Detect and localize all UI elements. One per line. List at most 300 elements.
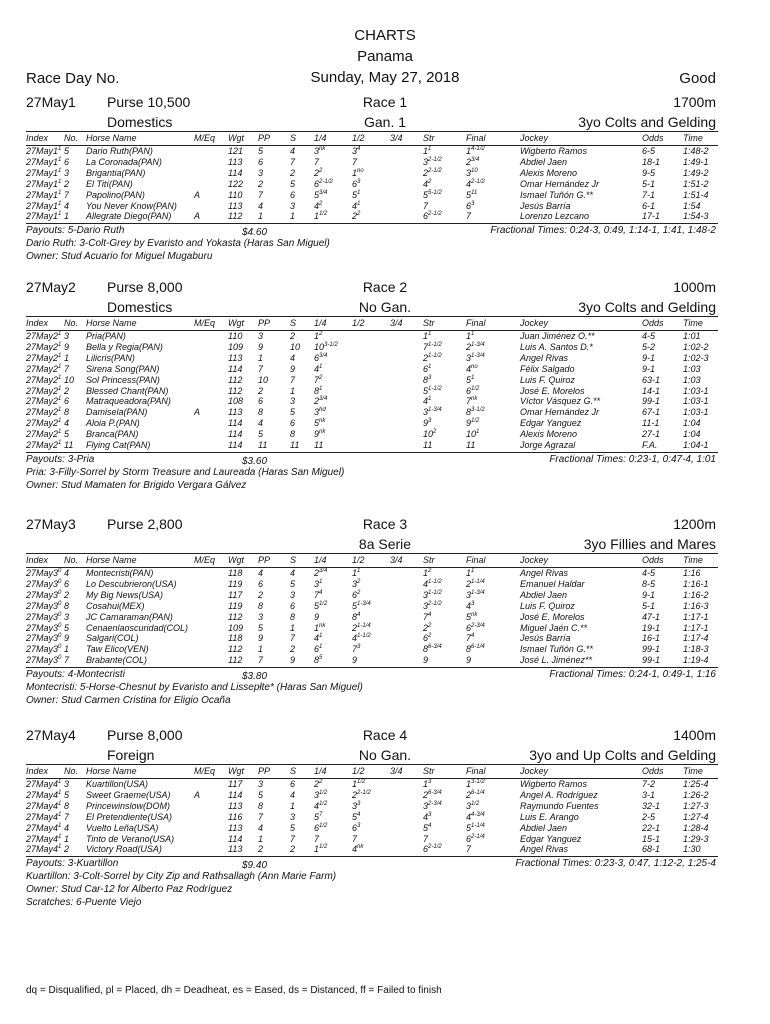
- value: 7: [314, 833, 320, 844]
- column-header-q1: 1/4: [314, 318, 327, 328]
- fraction-superscript: 3/4: [319, 568, 328, 574]
- value: 3: [352, 578, 358, 589]
- cell-q1: [314, 812, 322, 822]
- cell-q1: [314, 779, 322, 789]
- cell-str: [423, 157, 442, 167]
- cell-odds: 19-1: [642, 622, 661, 633]
- cell-pp: 3: [258, 611, 264, 622]
- value: 1: [423, 331, 429, 341]
- cell-jockey: José L. Jiménez**: [520, 655, 593, 666]
- fraction-superscript: 1: [428, 331, 432, 337]
- cell-pp: 1: [258, 644, 264, 655]
- cell-s: 2: [290, 644, 296, 655]
- chart-title: CHARTS: [354, 27, 416, 44]
- column-header-wgt: Wgt: [228, 133, 245, 143]
- value: 7: [466, 844, 472, 855]
- race-number: Race 3: [362, 516, 408, 532]
- fraction-superscript: nk: [319, 146, 326, 152]
- value: 9: [352, 655, 358, 666]
- fractional-times: Fractional Times: 0:24-1, 0:49-1, 1:16: [549, 669, 716, 681]
- cell-str: [423, 396, 431, 406]
- payouts-label: Payouts: 5-Dario Ruth: [26, 225, 125, 237]
- fraction-superscript: nk: [319, 429, 326, 436]
- cell-wgt: 114: [228, 363, 243, 374]
- cell-wgt: 114: [228, 789, 243, 800]
- value: 27May4: [26, 844, 59, 855]
- fraction-superscript: 6-1/4: [471, 789, 485, 796]
- fraction-superscript: 1: [58, 352, 62, 359]
- cell-odds: F.A.: [642, 440, 658, 450]
- cell-time: 1:19-4: [683, 655, 709, 666]
- cell-index: [26, 844, 61, 854]
- table-row: [0, 407, 770, 418]
- value: 1: [352, 568, 358, 578]
- cell-s: 7: [290, 833, 296, 844]
- payout-amount: $9.40: [242, 860, 268, 872]
- cell-wgt: 114: [228, 833, 243, 844]
- cell-q2: [352, 779, 365, 789]
- cell-meq: A: [194, 211, 201, 222]
- fraction-superscript: 1: [58, 146, 62, 152]
- value: 4: [314, 200, 320, 211]
- rows-end-rule: [26, 667, 718, 668]
- fraction-superscript: 1: [58, 363, 62, 370]
- cell-time: 1:29-3: [683, 833, 709, 844]
- cell-horse: Cenaenlaoscuridad(COL): [86, 622, 189, 633]
- cell-no: 1: [64, 352, 70, 363]
- cell-str: [423, 623, 431, 633]
- fractional-times: Fractional Times: 0:23-3, 0:47, 1:12-2, 1:25-4: [515, 858, 716, 870]
- value: 6: [352, 589, 358, 600]
- cell-str: [423, 812, 431, 822]
- column-header-pp: PP: [258, 318, 271, 328]
- cell-wgt: 113: [228, 200, 243, 211]
- cell-fin: [466, 190, 477, 200]
- cell-pp: 4: [258, 822, 264, 833]
- cell-s: 3: [290, 811, 296, 822]
- cell-index: [26, 440, 61, 450]
- table-row: [0, 779, 770, 790]
- fraction-superscript: 4: [357, 146, 361, 152]
- value: 27May2: [26, 407, 59, 418]
- value: 27May3: [26, 600, 59, 611]
- fraction-superscript: 3: [471, 600, 475, 607]
- table-row: [0, 844, 770, 855]
- owner-line: Owner: Stud Carmen Cristina for Eligio Ocaña: [26, 695, 231, 707]
- race-condition: 8a Serie: [358, 536, 412, 552]
- fraction-superscript: 4: [428, 822, 432, 829]
- cell-s: 3: [290, 396, 296, 407]
- cell-time: 1:48-2: [683, 146, 709, 156]
- race-number: Race 2: [362, 279, 408, 295]
- cell-no: 6: [64, 578, 70, 589]
- fraction-superscript: 3: [357, 178, 361, 185]
- payouts-label: Payouts: 3-Pria: [26, 453, 95, 465]
- cell-q1: [314, 440, 323, 450]
- value: 5: [466, 822, 472, 833]
- value: 27May3: [26, 611, 59, 622]
- cell-q2: [352, 211, 360, 221]
- cell-horse: Aloia P.(PAN): [86, 418, 140, 429]
- value: 27May2: [26, 374, 59, 385]
- cell-pp: 2: [258, 385, 264, 396]
- value: 4: [466, 178, 472, 189]
- cell-pp: 5: [258, 622, 264, 633]
- cell-fin: [466, 579, 485, 589]
- column-header-index: Index: [26, 318, 49, 328]
- value: 27May3: [26, 655, 59, 666]
- fraction-superscript: 1: [58, 789, 62, 796]
- cell-index: [26, 211, 61, 221]
- fraction-superscript: 2-1/2: [428, 844, 442, 851]
- cell-horse: El Tití(PAN): [86, 178, 133, 189]
- cell-jockey: Miguel Jaén C.**: [520, 622, 588, 633]
- cell-odds: 9-5: [642, 167, 656, 178]
- horse-description: Montecristi: 5-Horse-Chesnut by Evaristo and Lissepłte* (Haras San Miguel): [26, 682, 363, 694]
- table-row: [0, 201, 770, 212]
- column-header-wgt: Wgt: [228, 766, 245, 776]
- table-row: [0, 834, 770, 845]
- cell-s: 6: [290, 418, 296, 429]
- fraction-superscript: 3/4: [319, 396, 328, 403]
- cell-s: 9: [290, 655, 296, 666]
- cell-pp: 9: [258, 341, 264, 352]
- cell-q1: [314, 801, 327, 811]
- cell-fin: [466, 364, 478, 374]
- value: 10: [314, 341, 325, 352]
- cell-no: 2: [64, 844, 70, 855]
- table-row: [0, 633, 770, 644]
- race-condition: No Gan.: [358, 747, 412, 763]
- value: 27May3: [26, 633, 59, 644]
- column-header-q3: 3/4: [390, 766, 403, 776]
- cell-s: 11: [290, 440, 300, 450]
- cell-horse: Branca(PAN): [86, 429, 139, 440]
- cell-wgt: 117: [228, 779, 243, 789]
- fraction-superscript: 2-3/4: [471, 622, 485, 629]
- value: 6: [423, 633, 429, 644]
- race-distance: 1400m: [673, 727, 716, 743]
- column-header-no: No.: [64, 766, 79, 776]
- fraction-superscript: 2: [428, 622, 432, 629]
- value: 6: [423, 363, 429, 374]
- cell-horse: Flying Cat(PAN): [86, 440, 151, 450]
- fraction-superscript: 2-1/2: [428, 156, 442, 163]
- cell-jockey: Wigberto Ramos: [520, 779, 587, 789]
- value: 9: [423, 655, 429, 666]
- fractional-times: Fractional Times: 0:23-1, 0:47-4, 1:01: [549, 453, 716, 465]
- column-header-odds: Odds: [642, 766, 664, 776]
- cell-fin: [466, 779, 485, 789]
- table-row: [0, 579, 770, 590]
- cell-wgt: 117: [228, 589, 243, 600]
- cell-time: 1:17-4: [683, 633, 709, 644]
- cell-jockey: Luis F. Quiroz: [520, 374, 575, 385]
- cell-horse: Kuartillon(USA): [86, 779, 149, 789]
- table-row: [0, 801, 770, 812]
- value: 7: [466, 633, 472, 644]
- cell-index: [26, 612, 61, 622]
- fraction-superscript: 1-1/2: [428, 352, 442, 359]
- fraction-superscript: 1-1/4: [471, 578, 485, 585]
- fraction-superscript: 3: [357, 644, 361, 651]
- cell-wgt: 118: [228, 568, 243, 578]
- cell-fin: [466, 396, 477, 406]
- fraction-superscript: 1: [428, 146, 432, 152]
- cell-no: 6: [64, 156, 70, 167]
- cell-jockey: José E. Morelos: [520, 385, 585, 396]
- fraction-superscript: 2: [428, 178, 432, 185]
- cell-no: 4: [64, 822, 70, 833]
- cell-meq: A: [194, 407, 201, 418]
- fraction-superscript: 1-1/2: [357, 633, 371, 640]
- cell-q2: [352, 568, 360, 578]
- fraction-superscript: 2: [433, 429, 437, 436]
- cell-horse: Allegrate Diego(PAN): [86, 211, 172, 222]
- cell-q1: [314, 353, 327, 363]
- table-row: [0, 418, 770, 429]
- value: 1: [466, 146, 472, 156]
- cell-odds: 2-5: [642, 811, 656, 822]
- column-header-str: Str: [423, 133, 435, 143]
- fraction-superscript: hd: [319, 407, 326, 414]
- cell-pp: 6: [258, 156, 264, 167]
- cell-index: [26, 364, 61, 374]
- cell-q2: [352, 623, 371, 633]
- cell-horse: Dario Ruth(PAN): [86, 146, 153, 156]
- cell-q1: [314, 418, 325, 428]
- value: 27May3: [26, 589, 59, 600]
- column-header-q3: 3/4: [390, 133, 403, 143]
- cell-s: 5: [290, 178, 296, 189]
- fraction-superscript: 1: [319, 633, 323, 640]
- fraction-superscript: 1: [319, 644, 323, 651]
- cell-odds: 27-1: [642, 429, 661, 440]
- fraction-superscript: 3: [428, 374, 432, 381]
- cell-index: [26, 590, 61, 600]
- cell-index: [26, 801, 61, 811]
- cell-index: [26, 375, 61, 385]
- cell-jockey: Luis A. Santos D.*: [520, 341, 593, 352]
- cell-pp: 4: [258, 568, 264, 578]
- payouts-label: Payouts: 4-Montecristi: [26, 669, 125, 681]
- cell-odds: 63-1: [642, 374, 661, 385]
- value: 1: [314, 331, 320, 341]
- cell-odds: 16-1: [642, 633, 661, 644]
- cell-no: 7: [64, 189, 70, 200]
- fraction-superscript: 1: [58, 341, 62, 348]
- fraction-superscript: 1-3/4: [471, 352, 485, 359]
- fraction-superscript: nk: [319, 622, 326, 629]
- fraction-superscript: nk: [471, 396, 478, 403]
- value: 11: [314, 440, 324, 450]
- cell-horse: Brigantia(PAN): [86, 167, 146, 178]
- value: 6: [466, 385, 472, 396]
- column-header-jockey: Jockey: [520, 555, 549, 565]
- cell-pp: 6: [258, 396, 264, 407]
- cell-index: [26, 633, 61, 643]
- cell-horse: El Pretendiente(USA): [86, 811, 173, 822]
- column-header-pp: PP: [258, 766, 271, 776]
- cell-no: 3: [64, 167, 70, 178]
- race-distance: 1200m: [673, 516, 716, 532]
- cell-horse: Matraqueadora(PAN): [86, 396, 171, 407]
- fraction-superscript: 4: [471, 633, 475, 640]
- cell-wgt: 112: [228, 211, 243, 222]
- column-header-q2: 1/2: [352, 555, 365, 565]
- cell-jockey: Félix Salgado: [520, 363, 575, 374]
- fraction-superscript: 1: [58, 844, 62, 851]
- cell-fin: [466, 601, 474, 611]
- cell-time: 1:16-2: [683, 589, 709, 600]
- value: 27May2: [26, 331, 59, 341]
- table-row: [0, 386, 770, 397]
- cell-str: [423, 179, 431, 189]
- column-header-fin: Final: [466, 133, 486, 143]
- cell-str: [423, 779, 431, 789]
- cell-fin: [466, 418, 479, 428]
- cell-s: 4: [290, 568, 296, 578]
- cell-horse: Pria(PAN): [86, 331, 126, 341]
- cell-s: 7: [290, 633, 296, 644]
- cell-str: [423, 440, 432, 450]
- value: 5: [314, 811, 320, 822]
- fraction-superscript: 2-1/2: [319, 178, 333, 185]
- value: 3: [314, 578, 320, 589]
- column-header-time: Time: [683, 133, 703, 143]
- fraction-superscript: 1-1/2: [428, 589, 442, 596]
- fraction-superscript: 2-3/4: [428, 800, 442, 807]
- column-header-fin: Final: [466, 555, 486, 565]
- value: 5: [466, 374, 472, 385]
- race-distance: 1700m: [673, 94, 716, 110]
- cell-wgt: 113: [228, 844, 243, 855]
- rows-end-rule: [26, 223, 718, 224]
- cell-no: 8: [64, 600, 70, 611]
- column-header-pp: PP: [258, 555, 271, 565]
- cell-wgt: 113: [228, 407, 243, 418]
- cell-str: [423, 790, 442, 800]
- fraction-superscript: 3: [428, 418, 432, 425]
- cell-horse: Lo Descubrieron(USA): [86, 578, 177, 589]
- cell-s: 7: [290, 156, 296, 167]
- cell-time: 1:02-3: [683, 352, 709, 363]
- cell-fin: [466, 342, 485, 352]
- cell-q2: [352, 823, 360, 833]
- cell-s: 2: [290, 167, 296, 178]
- cell-time: 1:04-1: [683, 440, 709, 450]
- cell-wgt: 119: [228, 600, 243, 611]
- cell-s: 7: [290, 374, 296, 385]
- value: 6: [314, 352, 320, 363]
- cell-jockey: Luis E. Arango: [520, 811, 579, 822]
- cell-pp: 1: [258, 833, 264, 844]
- cell-q1: [314, 429, 325, 439]
- cell-str: [423, 342, 442, 352]
- cell-time: 1:03: [683, 363, 701, 374]
- column-header-horse: Horse Name: [86, 766, 137, 776]
- column-header-wgt: Wgt: [228, 555, 245, 565]
- fraction-superscript: 5-1/2: [428, 189, 442, 196]
- fraction-superscript: 11: [471, 189, 478, 196]
- cell-odds: 9-1: [642, 589, 656, 600]
- cell-index: [26, 353, 61, 363]
- table-row: [0, 331, 770, 342]
- cell-horse: Taw Elico(VEN): [86, 644, 149, 655]
- cell-str: [423, 364, 431, 374]
- value: 4: [352, 200, 358, 211]
- value: 5: [352, 600, 358, 611]
- column-header-jockey: Jockey: [520, 133, 549, 143]
- column-header-str: Str: [423, 766, 435, 776]
- value: 2: [423, 789, 429, 800]
- cell-q1: [314, 623, 325, 633]
- cell-fin: [466, 612, 477, 622]
- cell-jockey: Emanuel Haldar: [520, 578, 585, 589]
- value: 27May4: [26, 833, 59, 844]
- value: 27May2: [26, 440, 59, 450]
- cell-s: 9: [290, 363, 296, 374]
- column-header-odds: Odds: [642, 318, 664, 328]
- column-header-no: No.: [64, 133, 79, 143]
- rows-end-rule: [26, 452, 718, 453]
- column-header-fin: Final: [466, 766, 486, 776]
- cell-time: 1:18-3: [683, 644, 709, 655]
- table-row: [0, 364, 770, 375]
- cell-time: 1:25-4: [683, 779, 709, 789]
- cell-pp: 1: [258, 352, 264, 363]
- cell-index: [26, 190, 61, 200]
- value: 2: [314, 396, 320, 407]
- cell-q1: [314, 823, 327, 833]
- fraction-superscript: 6-3/4: [428, 789, 442, 796]
- cell-horse: Sol Princess(PAN): [86, 374, 160, 385]
- cell-s: 8: [290, 611, 296, 622]
- cell-wgt: 112: [228, 611, 243, 622]
- table-row: [0, 823, 770, 834]
- cell-no: 7: [64, 363, 70, 374]
- fraction-superscript: 2: [428, 568, 432, 574]
- value: 3: [314, 407, 320, 418]
- cell-wgt: 122: [228, 178, 244, 189]
- cell-time: 1:17-1: [683, 622, 709, 633]
- cell-jockey: Angel Rivas: [520, 844, 569, 855]
- value: 3: [466, 589, 472, 600]
- cell-horse: Sirena Song(PAN): [86, 363, 160, 374]
- fraction-superscript: 1/2: [471, 418, 480, 425]
- value: 5: [314, 418, 320, 429]
- cell-q1: [314, 633, 322, 643]
- owner-line: Owner: Stud Mamaten for Brigido Vergara Gálvez: [26, 479, 247, 491]
- fraction-superscript: 0: [58, 578, 62, 585]
- cell-pp: 3: [258, 167, 264, 178]
- cell-index: [26, 823, 61, 833]
- fraction-superscript: 3: [357, 822, 361, 829]
- cell-fin: [466, 823, 485, 833]
- cell-s: 3: [290, 200, 296, 211]
- cell-pp: 3: [258, 331, 264, 341]
- column-header-fin: Final: [466, 318, 486, 328]
- fraction-superscript: 1/2: [319, 800, 328, 807]
- cell-fin: [466, 168, 478, 178]
- table-row: [0, 655, 770, 666]
- cell-jockey: Angel A. Rodríguez: [520, 789, 598, 800]
- fraction-superscript: 1-1/2: [428, 385, 442, 392]
- cell-q1: [314, 342, 338, 352]
- column-header-meq: M/Eq: [194, 766, 216, 776]
- cell-s: 6: [290, 600, 296, 611]
- cell-wgt: 113: [228, 822, 243, 833]
